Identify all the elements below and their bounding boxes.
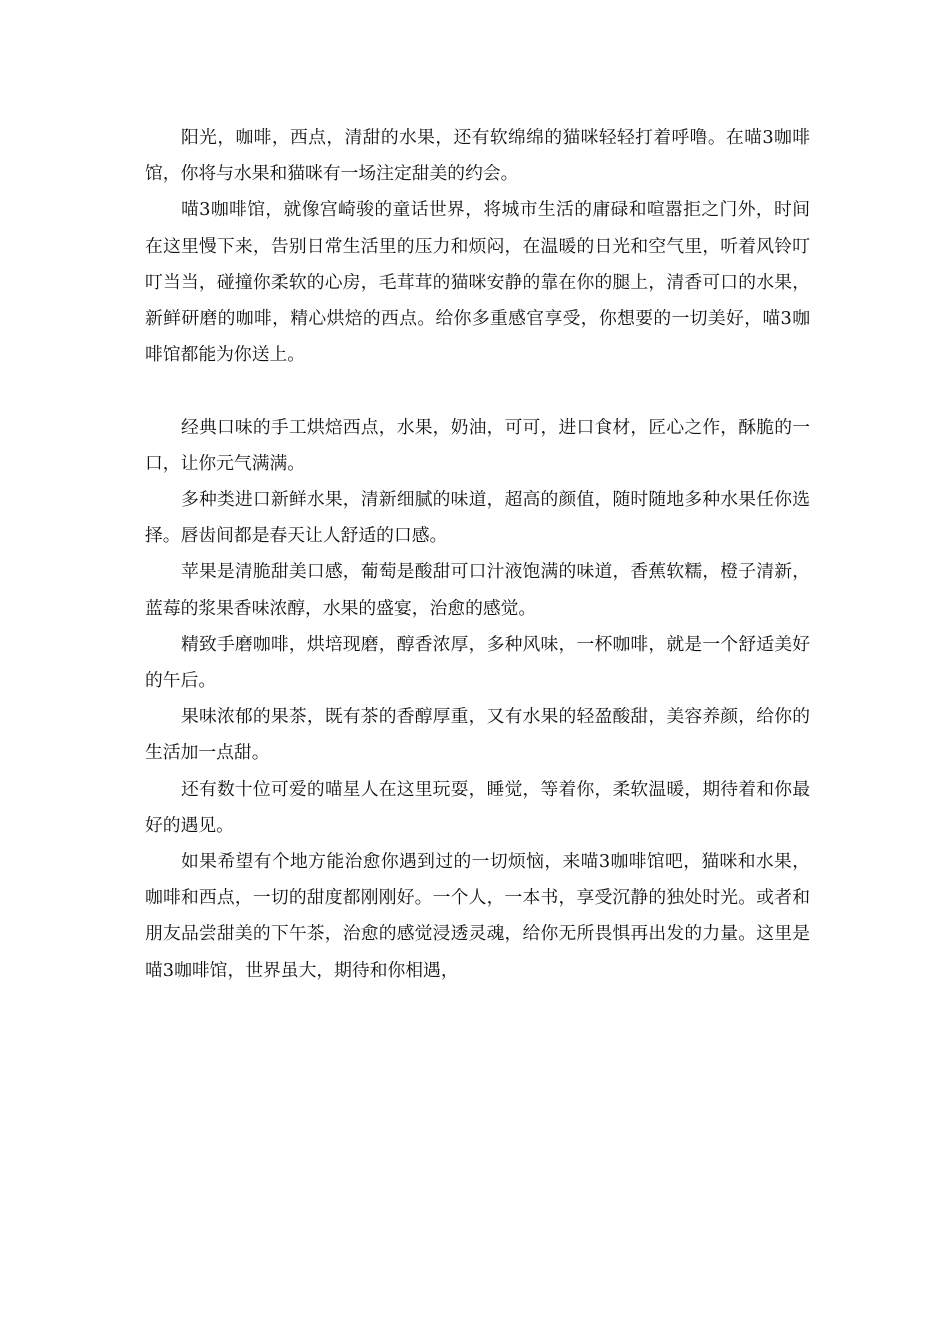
blank-line: [145, 373, 810, 409]
paragraph-coffee: 精致手磨咖啡，烘培现磨，醇香浓厚，多种风味，一杯咖啡，就是一个舒适美好的午后。: [145, 633, 810, 692]
paragraph-fresh-fruit: 多种类进口新鲜水果，清新细腻的味道，超高的颜值，随时随地多种水果任你选择。唇齿间都是春天让人舒适的口感。: [145, 489, 810, 547]
paragraph-ghibli-world: 喵3咖啡馆，就像宫崎骏的童话世界，将城市生活的庸碌和喧嚣拒之门外，时间在这里慢下来，告别日常生活里的压力和烦闷，在温暖的日光和空气里，听着风铃叮叮当当，碰撞你柔软的心房，毛茸茸的猫咪安静的靠在你的腿上，清香可口的水果，新鲜研磨的咖啡，精心烘焙的西点。给你多重感官享受，你想要的一切美好，喵3咖啡馆都能为你送上。: [145, 199, 810, 366]
paragraph-cats: 还有数十位可爱的喵星人在这里玩耍，睡觉，等着你，柔软温暖，期待着和你最好的遇见。: [145, 778, 810, 836]
paragraph-intro: 阳光，咖啡，西点，清甜的水果，还有软绵绵的猫咪轻轻打着呼噜。在喵3咖啡馆，你将与水果和猫咪有一场注定甜美的约会。: [145, 127, 810, 185]
paragraph-pastry: 经典口味的手工烘焙西点，水果，奶油，可可，进口食材，匠心之作，酥脆的一口，让你元气满满。: [145, 416, 810, 474]
paragraph-closing: 如果希望有个地方能治愈你遇到过的一切烦恼，来喵3咖啡馆吧，猫咪和水果，咖啡和西点，一切的甜度都刚刚好。一个人，一本书，享受沉静的独处时光。或者和朋友品尝甜美的下午茶，治愈的感觉浸透灵魂，给你无所畏惧再出发的力量。这里是喵3咖啡馆，世界虽大，期待和你相遇，: [145, 851, 810, 981]
document-body: [145, 120, 810, 989]
paragraph-fruit-flavors: 苹果是清脆甜美口感，葡萄是酸甜可口汁液饱满的味道，香蕉软糯，橙子清新，蓝莓的浆果香味浓醇，水果的盛宴，治愈的感觉。: [145, 561, 810, 619]
paragraph-fruit-tea: 果味浓郁的果茶，既有茶的香醇厚重，又有水果的轻盈酸甜，美容养颜，给你的生活加一点甜。: [145, 706, 810, 764]
